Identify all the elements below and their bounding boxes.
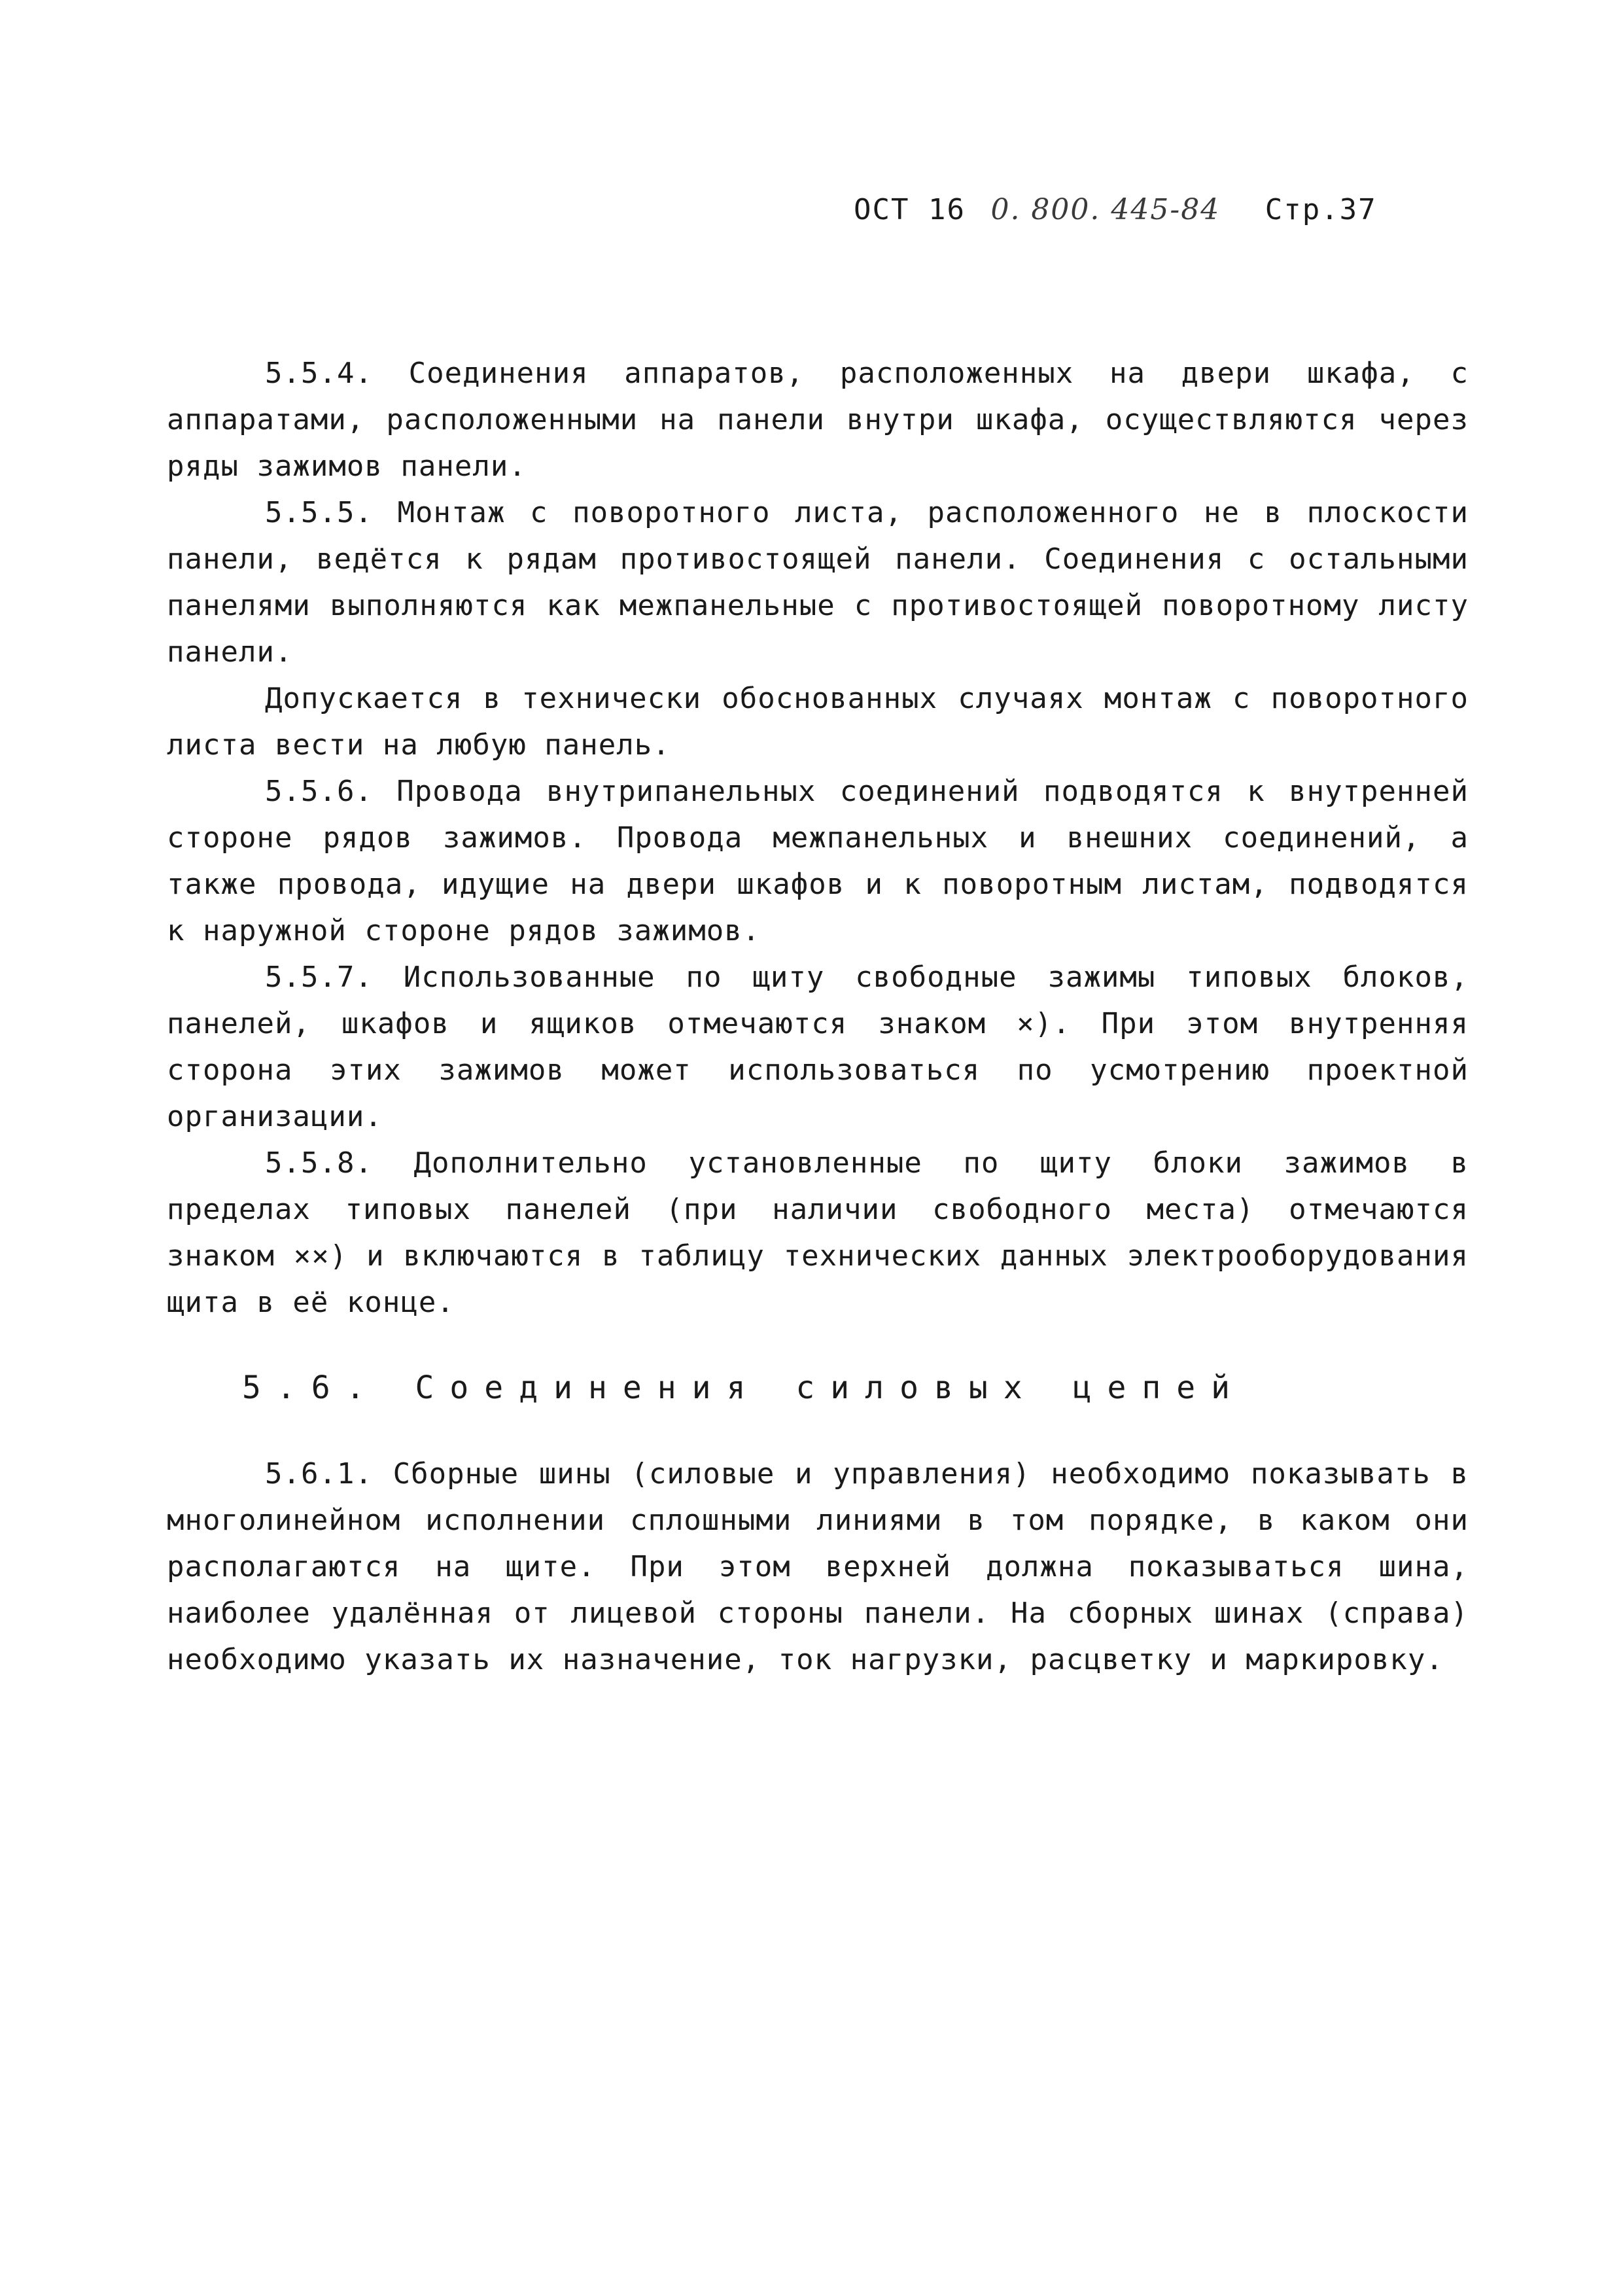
paragraph-5-5-7: 5.5.7. Использованные по щиту свободные зажимы типовых блоков, панелей, шкафов и ящиков отмечаются знаком ×). При этом внутренняя сторона этих зажимов может использоваться по усмотрению проектной организации. — [167, 961, 1469, 1133]
document-body — [167, 350, 1469, 1683]
paragraph-5-5-8: 5.5.8. Дополнительно установленные по щиту блоки зажимов в пределах типовых панелей (при наличии свободного места) отмечаются знаком ××) и включаются в таблицу технических данных электрооборудования щита в её конце. — [167, 1146, 1469, 1319]
handwritten-document-number: 0. 800. 445-84 — [990, 193, 1221, 226]
paragraph-5-5-5-note: Допускается в технически обоснованных случаях монтаж с поворотного листа вести на любую панель. — [167, 682, 1469, 762]
paragraph-5-6-1: 5.6.1. Сборные шины (силовые и управления) необходимо показывать в многолинейном исполнении сплошными линиями в том порядке, в каком они располагаются на щите. При этом верхней должна показываться шина, наиболее удалённая от лицевой стороны панели. На сборных шинах (справа) необходимо указать их назначение, ток нагрузки, расцветку и маркировку. — [167, 1457, 1469, 1676]
standard-code: ОСТ 16 — [854, 193, 966, 226]
paragraph-5-5-5: 5.5.5. Монтаж с поворотного листа, расположенного не в плоскости панели, ведётся к рядам противостоящей панели. Соединения с остальными панелями выполняются как межпанельные с противостоящей поворотному листу панели. — [167, 496, 1469, 669]
page-header — [854, 193, 1377, 226]
section-heading: 5.6. Соединения силовых цепей — [242, 1369, 1246, 1406]
paragraph-5-5-6: 5.5.6. Провода внутрипанельных соединений подводятся к внутренней стороне рядов зажимов. Провода межпанельных и внешних соединений, а также провода, идущие на двери шкафов и к поворотным листам, подводятся к наружной стороне рядов зажимов. — [167, 775, 1469, 947]
page-number: Стр.37 — [1265, 193, 1377, 226]
paragraph-5-5-4: 5.5.4. Соединения аппаратов, расположенных на двери шкафа, с аппаратами, расположенными на панели внутри шкафа, осуществляются через ряды зажимов панели. — [167, 357, 1469, 483]
